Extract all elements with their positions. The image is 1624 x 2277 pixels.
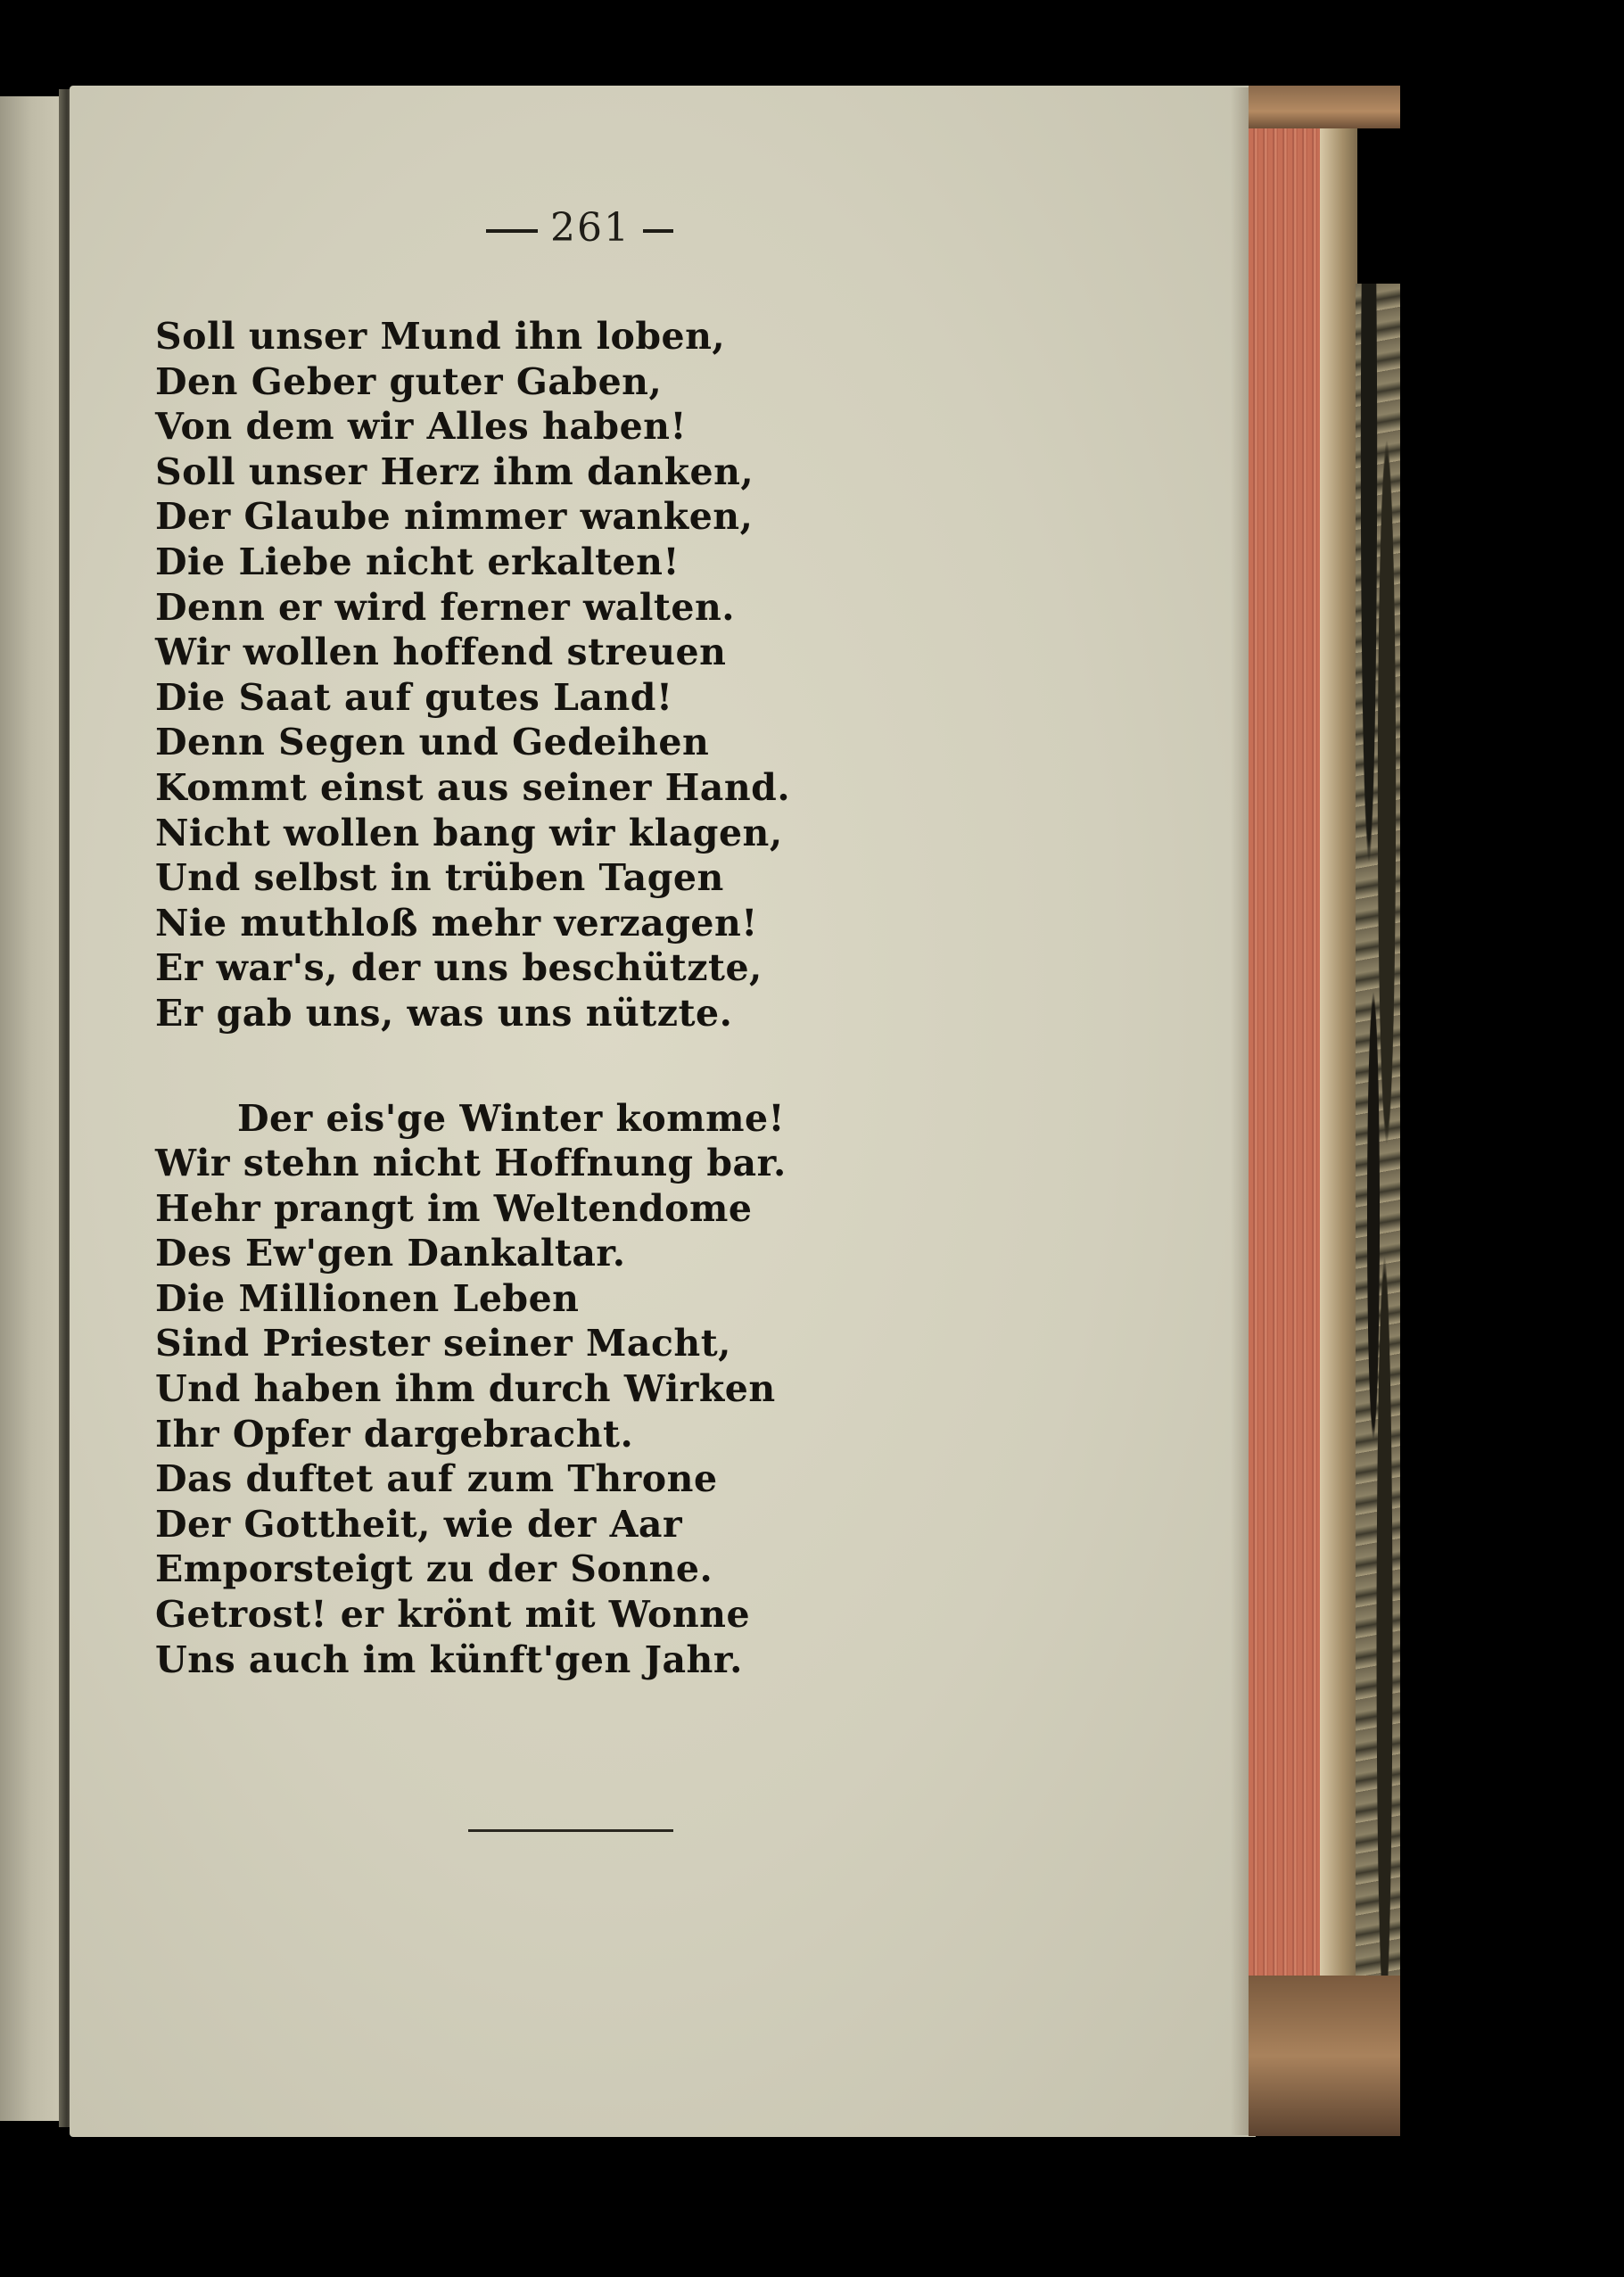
poem-line: Die Saat auf gutes Land! [155,675,673,719]
poem-line: Den Geber guter Gaben, [155,359,663,403]
page-number [464,205,696,251]
poem-line: Der Gottheit, wie der Aar [155,1502,683,1546]
poem-line: Die Millionen Leben [155,1276,580,1320]
book-cover-strip [1320,116,1357,2123]
page-number-value: 261 [550,205,631,251]
poem-line: Getrost! er krönt mit Wonne [155,1593,751,1637]
poem-line: Nie muthloß mehr verzagen! [155,901,758,945]
poem-line: Und haben ihm durch Wirken [155,1367,776,1411]
binding-top [1249,86,1400,128]
poem-line: Er war's, der uns beschützte, [155,946,763,990]
poem-line: Der eis'ge Winter komme! [237,1096,786,1140]
poem-line: Soll unser Herz ihm danken, [155,450,754,493]
poem-text [155,314,791,1682]
red-page-edges [1249,87,1320,2135]
poem-line: Uns auch im künft'gen Jahr. [155,1638,743,1681]
poem-line: Hehr prangt im Weltendome [155,1186,753,1230]
poem-line: Kommt einst aus seiner Hand. [155,765,791,809]
binding-bottom [1249,1976,1400,2136]
poem-line: Und selbst in trüben Tagen [155,856,724,900]
poem-line: Emporsteigt zu der Sonne. [155,1547,713,1591]
poem-line: Denn er wird ferner walten. [155,585,736,629]
poem-line: Nicht wollen bang wir klagen, [155,811,783,854]
end-rule [468,1829,673,1832]
poem-line: Von dem wir Alles haben! [155,405,687,449]
poem-line: Des Ew'gen Dankaltar. [155,1232,626,1275]
poem-line: Wir wollen hoffend streuen [155,631,727,674]
poem-line: Das duftet auf zum Throne [155,1457,718,1501]
poem-line: Soll unser Mund ihn loben, [155,315,726,358]
poem-line: Ihr Opfer dargebracht. [155,1412,634,1456]
poem-line: Denn Segen und Gedeihen [155,721,710,764]
marbled-cover [1356,284,1400,1978]
poem-line: Die Liebe nicht erkalten! [155,540,680,583]
poem-line: Der Glaube nimmer wanken, [155,495,754,539]
poem-line: Sind Priester seiner Macht, [155,1322,731,1365]
page-number-dash-right [643,229,673,233]
stanza-gap [155,1036,690,1096]
poem-line: Wir stehn nicht Hoffnung bar. [155,1142,787,1185]
page-number-dash-left [486,229,538,233]
poem-line: Er gab uns, was uns nützte. [155,991,733,1035]
